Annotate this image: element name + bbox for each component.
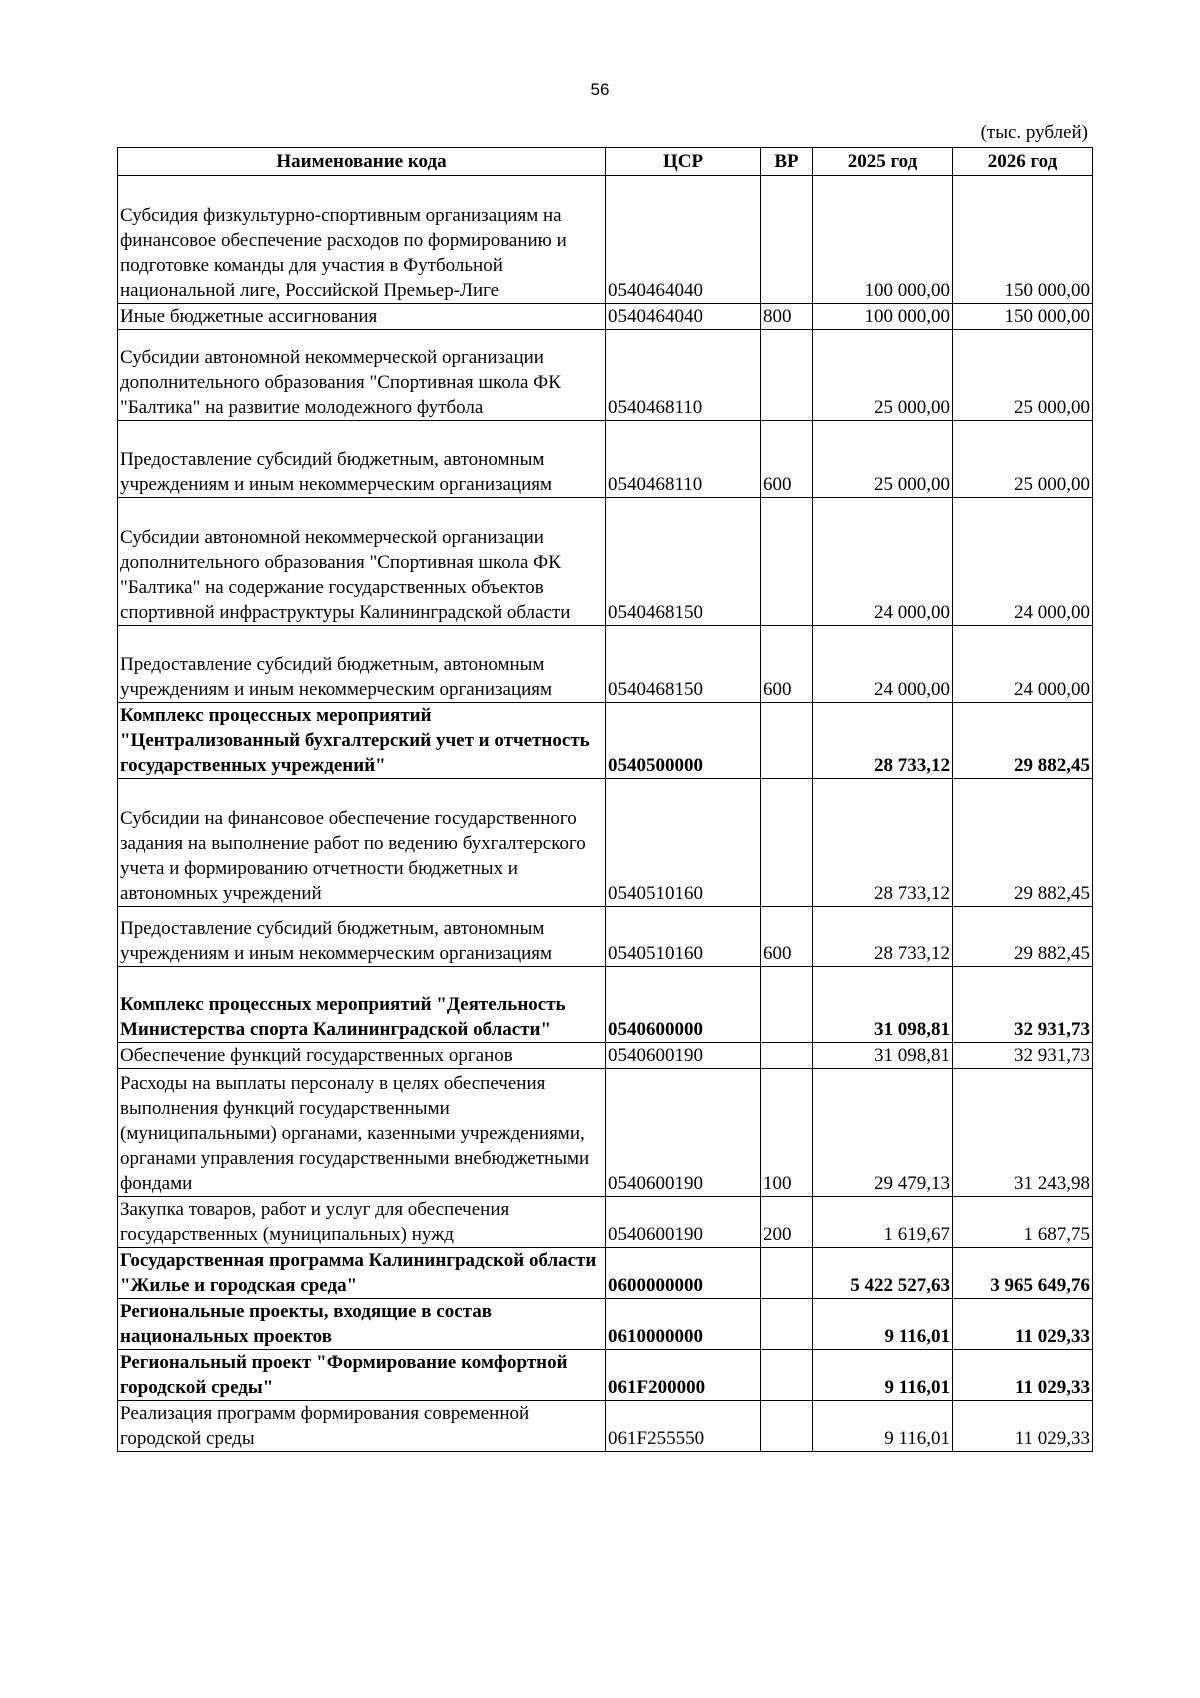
table-body — [118, 176, 1093, 1452]
cell-2025: 9 116,01 — [813, 1401, 953, 1452]
cell-csr: 0540500000 — [606, 703, 761, 779]
cell-2025: 100 000,00 — [813, 176, 953, 304]
table-row — [118, 1299, 1093, 1350]
table-header-row — [118, 148, 1093, 176]
cell-2026: 29 882,45 — [953, 907, 1093, 967]
cell-name: Комплекс процессных мероприятий "Централизованный бухгалтерский учет и отчетность государственных учреждений" — [118, 703, 606, 779]
cell-2025: 9 116,01 — [813, 1299, 953, 1350]
cell-vr — [761, 498, 813, 626]
cell-2025: 31 098,81 — [813, 1043, 953, 1069]
cell-csr: 061F255550 — [606, 1401, 761, 1452]
header-name: Наименование кода — [118, 148, 606, 176]
cell-2026: 32 931,73 — [953, 967, 1093, 1043]
cell-2026: 31 243,98 — [953, 1069, 1093, 1197]
table-row — [118, 626, 1093, 703]
table-row — [118, 967, 1093, 1043]
cell-2025: 28 733,12 — [813, 703, 953, 779]
page-number: 56 — [590, 80, 610, 99]
cell-csr: 0540600000 — [606, 967, 761, 1043]
table-row — [118, 1401, 1093, 1452]
table-row — [118, 703, 1093, 779]
cell-vr — [761, 1043, 813, 1069]
cell-2026: 29 882,45 — [953, 779, 1093, 907]
cell-csr: 0600000000 — [606, 1248, 761, 1299]
cell-csr: 0540600190 — [606, 1069, 761, 1197]
cell-name: Предоставление субсидий бюджетным, автономным учреждениям и иным некоммерческим организациям — [118, 626, 606, 703]
cell-name: Предоставление субсидий бюджетным, автономным учреждениям и иным некоммерческим организациям — [118, 907, 606, 967]
cell-vr — [761, 1401, 813, 1452]
table-row — [118, 1248, 1093, 1299]
cell-vr — [761, 1299, 813, 1350]
cell-name: Расходы на выплаты персоналу в целях обеспечения выполнения функций государственными (муниципальными) органами, казенными учреждениями, органами управления государственными внебюджетными фондами — [118, 1069, 606, 1197]
cell-2025: 24 000,00 — [813, 626, 953, 703]
cell-csr: 0610000000 — [606, 1299, 761, 1350]
cell-vr: 200 — [761, 1197, 813, 1248]
cell-name: Обеспечение функций государственных органов — [118, 1043, 606, 1069]
table-row — [118, 498, 1093, 626]
cell-2025: 28 733,12 — [813, 779, 953, 907]
cell-csr: 0540464040 — [606, 304, 761, 330]
cell-name: Комплекс процессных мероприятий "Деятельность Министерства спорта Калининградской области" — [118, 967, 606, 1043]
cell-name: Региональный проект "Формирование комфортной городской среды" — [118, 1350, 606, 1401]
table-row — [118, 907, 1093, 967]
cell-2026: 11 029,33 — [953, 1401, 1093, 1452]
cell-name: Иные бюджетные ассигнования — [118, 304, 606, 330]
table-row — [118, 1350, 1093, 1401]
cell-vr — [761, 1350, 813, 1401]
cell-2025: 25 000,00 — [813, 421, 953, 498]
table-row — [118, 779, 1093, 907]
cell-vr: 600 — [761, 421, 813, 498]
cell-csr: 0540468150 — [606, 626, 761, 703]
cell-name: Субсидии автономной некоммерческой организации дополнительного образования "Спортивная школа ФК "Балтика" на развитие молодежного футбола — [118, 330, 606, 421]
table-row — [118, 421, 1093, 498]
cell-2025: 25 000,00 — [813, 330, 953, 421]
cell-name: Государственная программа Калининградской области "Жилье и городская среда" — [118, 1248, 606, 1299]
cell-name: Закупка товаров, работ и услуг для обеспечения государственных (муниципальных) нужд — [118, 1197, 606, 1248]
cell-vr — [761, 967, 813, 1043]
table-row — [118, 1197, 1093, 1248]
cell-csr: 0540468110 — [606, 421, 761, 498]
cell-2026: 150 000,00 — [953, 304, 1093, 330]
cell-2025: 31 098,81 — [813, 967, 953, 1043]
cell-2026: 32 931,73 — [953, 1043, 1093, 1069]
cell-2026: 3 965 649,76 — [953, 1248, 1093, 1299]
cell-2026: 25 000,00 — [953, 421, 1093, 498]
cell-2025: 5 422 527,63 — [813, 1248, 953, 1299]
header-2026: 2026 год — [953, 148, 1093, 176]
cell-2026: 29 882,45 — [953, 703, 1093, 779]
units-note: (тыс. рублей) — [980, 122, 1088, 143]
cell-csr: 061F200000 — [606, 1350, 761, 1401]
budget-table — [117, 147, 1093, 1452]
cell-vr — [761, 176, 813, 304]
cell-csr: 0540464040 — [606, 176, 761, 304]
cell-2025: 29 479,13 — [813, 1069, 953, 1197]
cell-csr: 0540468150 — [606, 498, 761, 626]
cell-name: Региональные проекты, входящие в состав национальных проектов — [118, 1299, 606, 1350]
cell-2026: 1 687,75 — [953, 1197, 1093, 1248]
cell-2026: 11 029,33 — [953, 1299, 1093, 1350]
cell-2026: 24 000,00 — [953, 498, 1093, 626]
cell-2025: 9 116,01 — [813, 1350, 953, 1401]
cell-vr: 800 — [761, 304, 813, 330]
table-row — [118, 1069, 1093, 1197]
cell-name: Субсидия физкультурно-спортивным организациям на финансовое обеспечение расходов по формированию и подготовке команды для участия в Футбольной национальной лиге, Российской Премьер-Лиге — [118, 176, 606, 304]
table-row — [118, 304, 1093, 330]
cell-vr: 100 — [761, 1069, 813, 1197]
cell-2025: 28 733,12 — [813, 907, 953, 967]
cell-2026: 11 029,33 — [953, 1350, 1093, 1401]
cell-csr: 0540510160 — [606, 907, 761, 967]
cell-name: Реализация программ формирования современной городской среды — [118, 1401, 606, 1452]
cell-2026: 150 000,00 — [953, 176, 1093, 304]
cell-vr: 600 — [761, 626, 813, 703]
cell-2025: 24 000,00 — [813, 498, 953, 626]
cell-2026: 24 000,00 — [953, 626, 1093, 703]
table-row — [118, 1043, 1093, 1069]
cell-vr: 600 — [761, 907, 813, 967]
header-2025: 2025 год — [813, 148, 953, 176]
cell-name: Субсидии на финансовое обеспечение государственного задания на выполнение работ по ведению бухгалтерского учета и формированию отчетности бюджетных и автономных учреждений — [118, 779, 606, 907]
cell-csr: 0540510160 — [606, 779, 761, 907]
cell-2025: 100 000,00 — [813, 304, 953, 330]
cell-vr — [761, 779, 813, 907]
header-vr: ВР — [761, 148, 813, 176]
cell-vr — [761, 1248, 813, 1299]
table-row — [118, 176, 1093, 304]
cell-name: Субсидии автономной некоммерческой организации дополнительного образования "Спортивная школа ФК "Балтика" на содержание государственных объектов спортивной инфраструктуры Калининградской области — [118, 498, 606, 626]
header-csr: ЦСР — [606, 148, 761, 176]
cell-2026: 25 000,00 — [953, 330, 1093, 421]
cell-vr — [761, 703, 813, 779]
cell-2025: 1 619,67 — [813, 1197, 953, 1248]
table-row — [118, 330, 1093, 421]
cell-name: Предоставление субсидий бюджетным, автономным учреждениям и иным некоммерческим организациям — [118, 421, 606, 498]
cell-csr: 0540600190 — [606, 1043, 761, 1069]
cell-csr: 0540600190 — [606, 1197, 761, 1248]
cell-csr: 0540468110 — [606, 330, 761, 421]
cell-vr — [761, 330, 813, 421]
